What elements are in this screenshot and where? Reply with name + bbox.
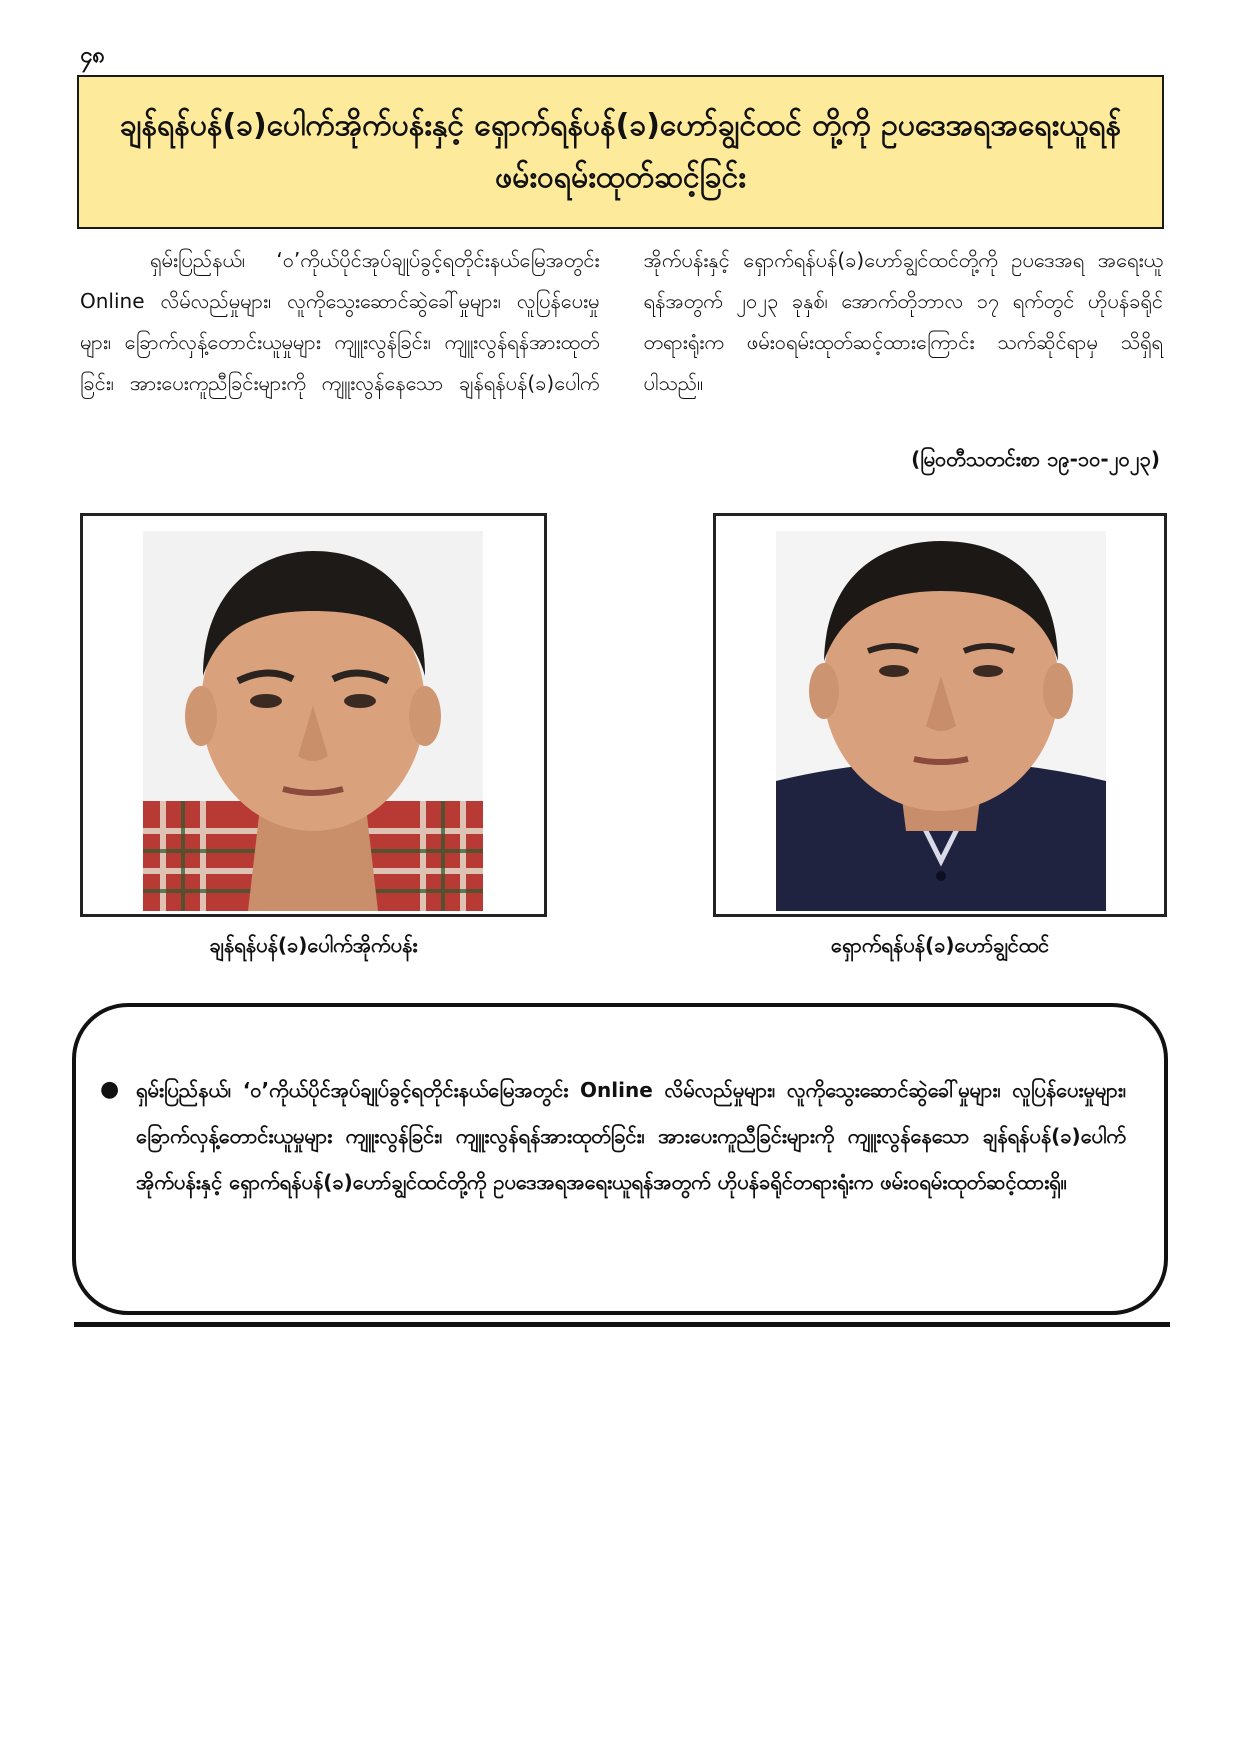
- news-source: (မြဝတီသတင်းစာ ၁၉-၁၀-၂၀၂၃): [911, 447, 1160, 471]
- suspect-photo-right: [713, 513, 1167, 917]
- portrait-image: [143, 531, 483, 911]
- bullet-icon: ●: [100, 1077, 120, 1102]
- article-paragraph: ရှမ်းပြည်နယ်၊ ‘ဝ’ကိုယ်ပိုင်အုပ်ချုပ်ခွင့်ရတိုင်းနယ်မြေအတွင်း Online လိမ်လည်မှုများ၊ လူကိုသွေးဆောင်ဆွဲခေါ်မှုများ၊ လူပြန်ပေးမှုများ၊ ခြောက်လှန့်တောင်းယူမှုများ ကျူးလွန်ခြင်း၊ ကျူးလွန်ရန်အားထုတ်ခြင်း၊ အားပေးကူညီခြင်းများကို ကျူးလွန်နေသော ချန်ရန်ပန်(ခ)ပေါက်အိုက်ပန်းနှင့် ရှောက်ရန်ပန်(ခ)ဟော်ချွင်ထင်တို့ကို ဥပဒေအရ အရေးယူရန်အတွက် ၂၀၂၃ ခုနှစ်၊ အောက်တိုဘာလ ၁၇ ရက်တွင် ဟိုပန်ခရိုင်တရားရုံးက ဖမ်းဝရမ်းထုတ်ဆင့်ထားကြောင်း သက်ဆိုင်ရာမှ သိရှိရပါသည်။: [80, 248, 1163, 395]
- suspect-photo-left: [80, 513, 547, 917]
- summary-text: ရှမ်းပြည်နယ်၊ ‘ဝ’ကိုယ်ပိုင်အုပ်ချုပ်ခွင့်ရတိုင်းနယ်မြေအတွင်း Online လိမ်လည်မှုများ၊ လူကိုသွေးဆောင်ဆွဲခေါ်မှုများ၊ လူပြန်ပေးမှုများ၊ ခြောက်လှန့်တောင်းယူမှုများ ကျူးလွန်ခြင်း၊ ကျူးလွန်ရန်အားထုတ်ခြင်း၊ အားပေးကူညီခြင်းများကို ကျူးလွန်နေသော ချန်ရန်ပန်(ခ)ပေါက်အိုက်ပန်းနှင့် ရှောက်ရန်ပန်(ခ)ဟော်ချွင်ထင်တို့ကို ဥပဒေအရအရေးယူရန်အတွက် ဟိုပန်ခရိုင်တရားရုံးက ဖမ်းဝရမ်းထုတ်ဆင့်ထားရှိ။: [136, 1078, 1126, 1194]
- page-number: ၄၈: [80, 43, 105, 68]
- headline-box: [77, 75, 1164, 229]
- summary-box: [72, 1003, 1168, 1315]
- headline: ချန်ရန်ပန်(ခ)ပေါက်အိုက်ပန်းနှင့် ရှောက်ရန်ပန်(ခ)ဟော်ချွင်ထင် တို့ကို ဥပဒေအရအရေးယူရန် ဖမ်းဝရမ်းထုတ်ဆင့်ခြင်း: [119, 108, 1122, 195]
- portrait-image: [776, 531, 1106, 911]
- photo-caption-left: ချန်ရန်ပန်(ခ)ပေါက်အိုက်ပန်း: [209, 933, 418, 957]
- article-body: [80, 240, 1163, 404]
- bottom-divider: [74, 1322, 1170, 1327]
- photo-caption-right: ရှောက်ရန်ပန်(ခ)ဟော်ချွင်ထင်: [830, 933, 1050, 957]
